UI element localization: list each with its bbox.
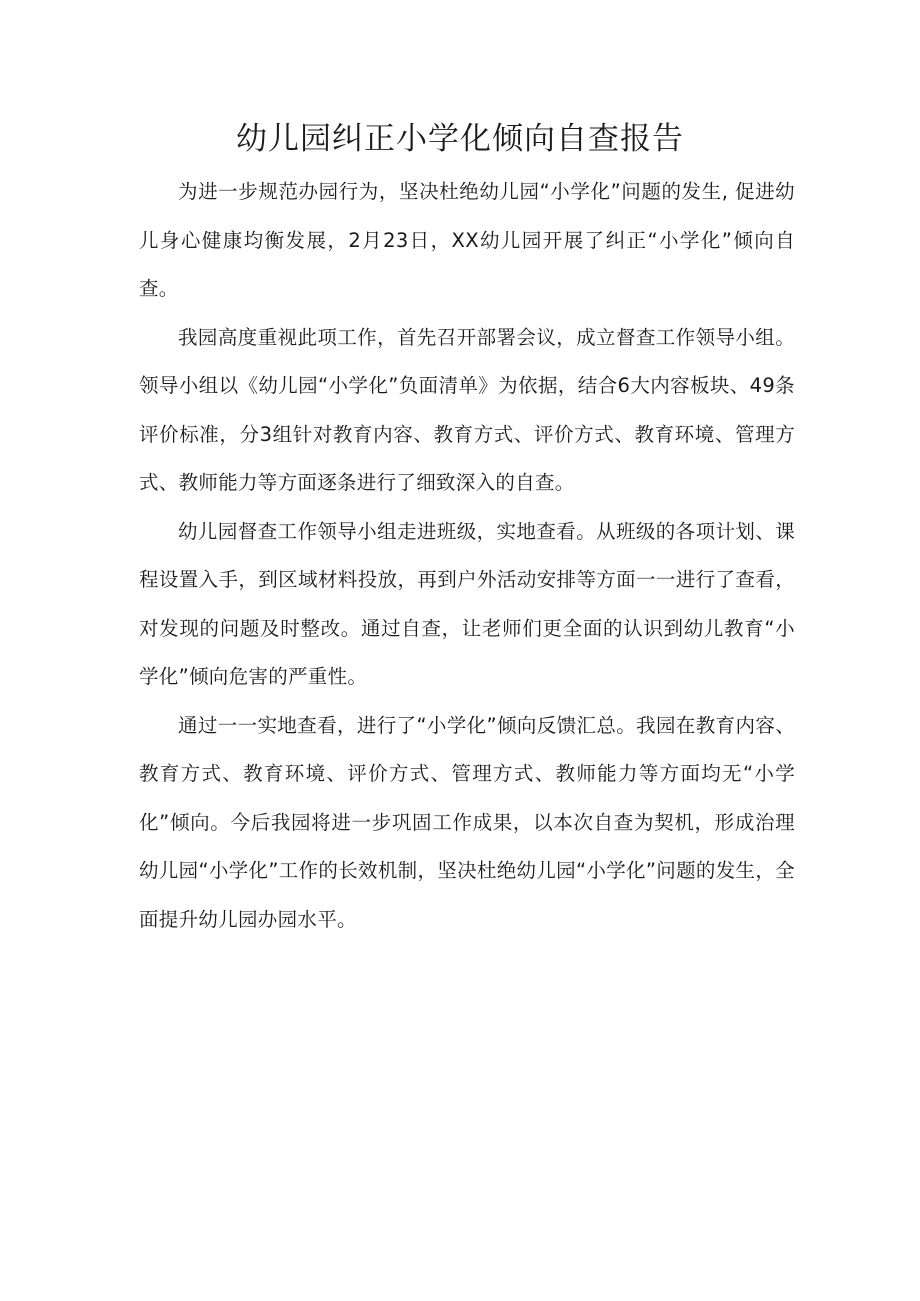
- paragraph-3: 幼儿园督查工作领导小组走进班级，实地查看。从班级的各项计划、课程设置入手，到区域材料投放，再到户外活动安排等方面一一进行了查看，对发现的问题及时整改。通过自查，让老师们更全面的认识到幼儿教育“小学化”倾向危害的严重性。: [139, 519, 795, 688]
- paragraph-4: 通过一一实地查看，进行了“小学化”倾向反馈汇总。我园在教育内容、教育方式、教育环境、评价方式、管理方式、教师能力等方面均无“小学化”倾向。今后我园将进一步巩固工作成果，以本次自查为契机，形成治理幼儿园“小学化”工作的长效机制，坚决杜绝幼儿园“小学化”问题的发生，全面提升幼儿园办园水平。: [139, 713, 795, 931]
- document-title: 幼儿园纠正小学化倾向自查报告: [236, 121, 684, 157]
- document-body: [139, 168, 795, 944]
- paragraph-1: 为进一步规范办园行为，坚决杜绝幼儿园“小学化”问题的发生, 促进幼儿身心健康均衡发展，2月23日，XX幼儿园开展了纠正“小学化”倾向自查。: [139, 180, 795, 300]
- paragraph-2: 我园高度重视此项工作，首先召开部署会议，成立督查工作领导小组。领导小组以《幼儿园“小学化”负面清单》为依据，结合6大内容板块、49条评价标准，分3组针对教育内容、教育方式、评价方式、教育环境、管理方式、教师能力等方面逐条进行了细致深入的自查。: [139, 325, 795, 494]
